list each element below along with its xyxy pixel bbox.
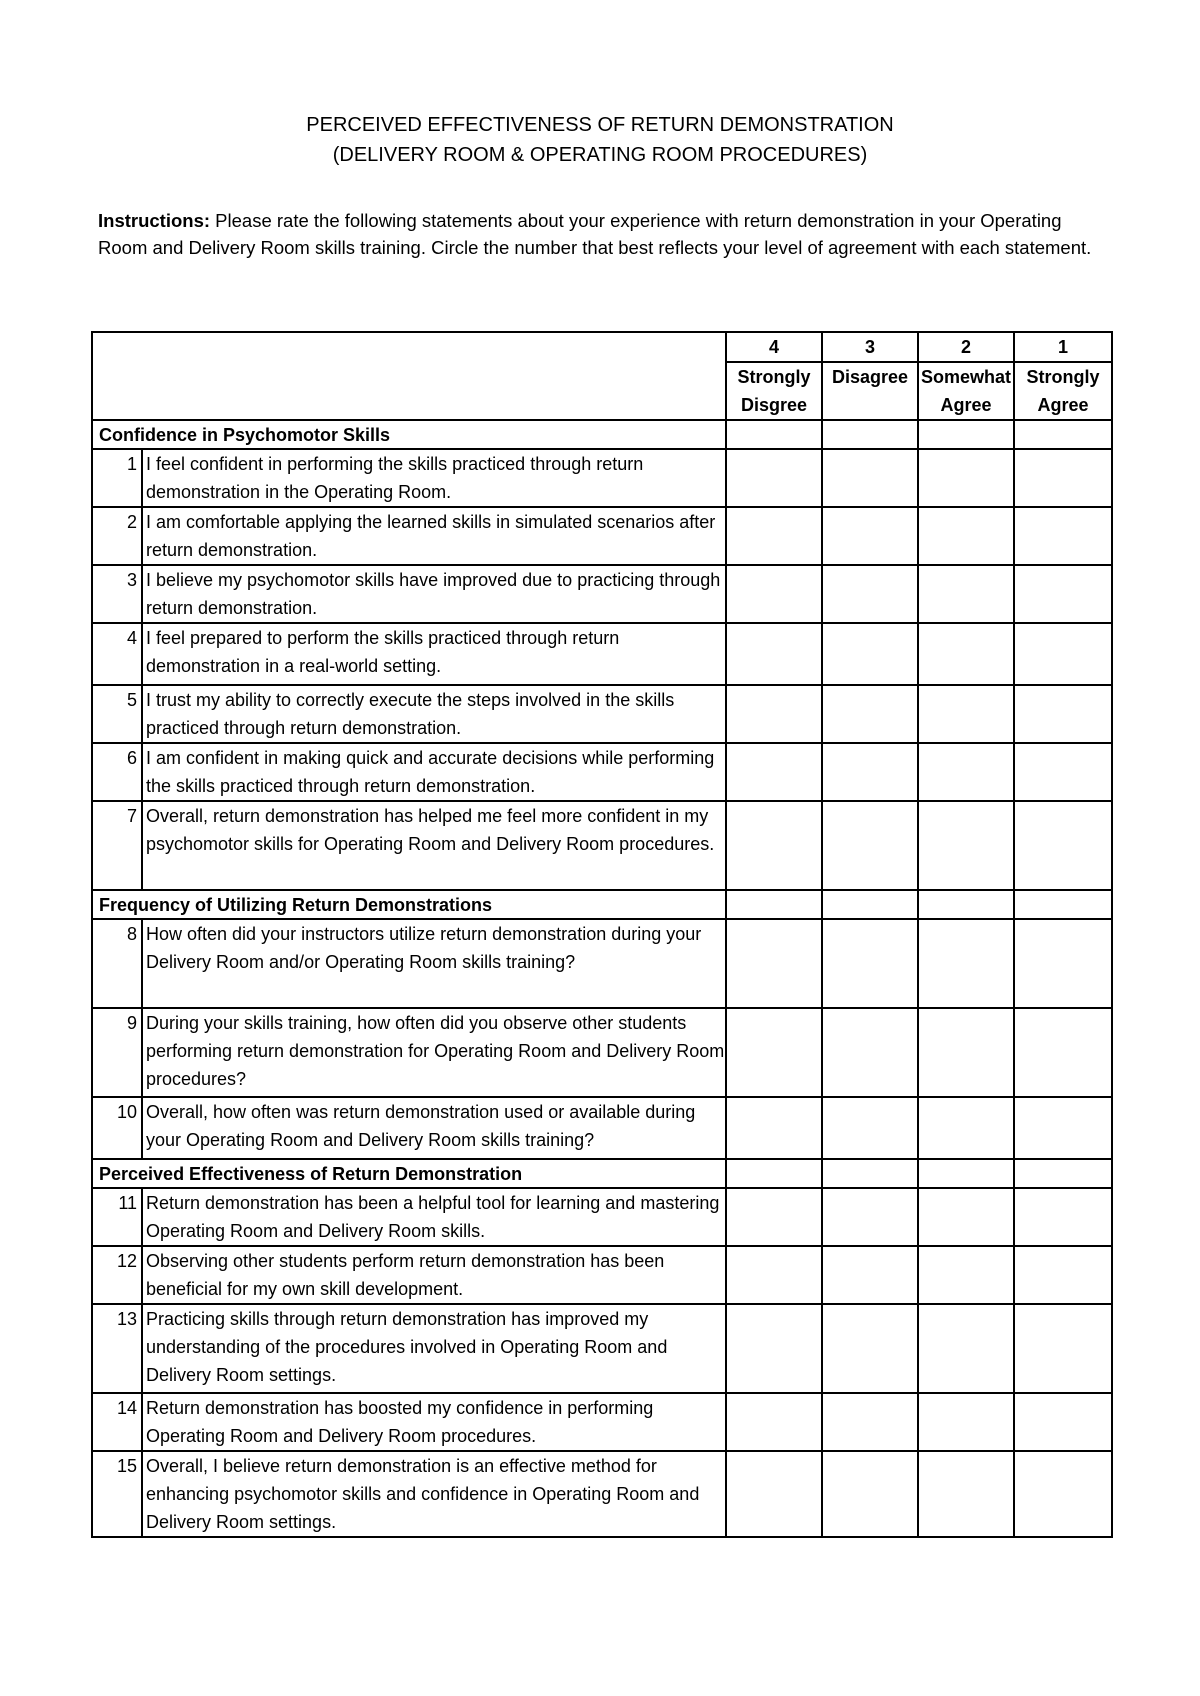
rating-cell-1[interactable] [1014,449,1112,507]
rating-cell-1[interactable] [1014,507,1112,565]
statement-row [92,623,1112,685]
statement-row [92,685,1112,743]
rating-cell-1[interactable] [1014,565,1112,623]
statement-number: 1 [92,449,142,507]
statement-row [92,743,1112,801]
scale-value-3: 3 [822,332,918,362]
statement-number: 5 [92,685,142,743]
rating-cell-3[interactable] [822,1393,918,1451]
document-title-line1: PERCEIVED EFFECTIVENESS OF RETURN DEMONSTRATION [306,114,894,136]
statement-number: 4 [92,623,142,685]
statement-text: I feel confident in performing the skills practiced through return demonstration in the Operating Room. [142,449,726,507]
rating-cell-4[interactable] [726,801,822,890]
section-rating-cell [822,420,918,449]
rating-cell-4[interactable] [726,1008,822,1097]
instructions-text: Please rate the following statements about your experience with return demonstration in your Operating Room and Delivery Room skills training. Circle the number that best reflects your level of agreement with each statement. [98,210,1092,258]
rating-cell-1[interactable] [1014,1393,1112,1451]
rating-cell-2[interactable] [918,1008,1014,1097]
rating-cell-4[interactable] [726,685,822,743]
statement-number: 6 [92,743,142,801]
scale-label-line: Strongly [1026,367,1100,387]
statement-text: How often did your instructors utilize return demonstration during your Delivery Room and/or Operating Room skills training? [142,919,726,1008]
scale-label-somewhat-agree [918,362,1014,420]
rating-cell-4[interactable] [726,507,822,565]
rating-table [91,331,1113,1538]
statement-number: 8 [92,919,142,1008]
section-rating-cell [1014,890,1112,919]
statement-text: Practicing skills through return demonstration has improved my understanding of the procedures involved in Operating Room and Delivery Room settings. [142,1304,726,1393]
rating-cell-2[interactable] [918,1451,1014,1537]
statement-row [92,1304,1112,1393]
rating-cell-3[interactable] [822,801,918,890]
rating-cell-2[interactable] [918,919,1014,1008]
statement-text: I trust my ability to correctly execute the steps involved in the skills practiced through return demonstration. [142,685,726,743]
section-rating-cell [1014,1159,1112,1188]
statement-row [92,1097,1112,1159]
statement-text: Observing other students perform return demonstration has been beneficial for my own skill development. [142,1246,726,1304]
section-rating-cell [1014,420,1112,449]
rating-cell-2[interactable] [918,623,1014,685]
rating-cell-2[interactable] [918,565,1014,623]
statement-row [92,449,1112,507]
rating-cell-4[interactable] [726,1393,822,1451]
rating-cell-2[interactable] [918,449,1014,507]
statement-text: I am comfortable applying the learned skills in simulated scenarios after return demonstration. [142,507,726,565]
statement-text: I believe my psychomotor skills have improved due to practicing through return demonstration. [142,565,726,623]
statement-text: Return demonstration has been a helpful tool for learning and mastering Operating Room and Delivery Room skills. [142,1188,726,1246]
statement-row [92,919,1112,1008]
rating-cell-3[interactable] [822,919,918,1008]
scale-label-line: Agree [940,395,992,415]
statement-text: I am confident in making quick and accurate decisions while performing the skills practiced through return demonstration. [142,743,726,801]
instructions [98,207,1108,261]
rating-cell-1[interactable] [1014,1451,1112,1537]
scale-value-4: 4 [726,332,822,362]
instructions-label: Instructions: [98,210,211,231]
scale-number-row [92,332,1112,362]
statement-row [92,1246,1112,1304]
rating-cell-2[interactable] [918,1393,1014,1451]
statement-row [92,1451,1112,1537]
section-title: Frequency of Utilizing Return Demonstrations [92,890,726,919]
statement-text: Overall, I believe return demonstration is an effective method for enhancing psychomotor skills and confidence in Operating Room and Delivery Room settings. [142,1451,726,1537]
statement-row [92,507,1112,565]
scale-value-1: 1 [1014,332,1112,362]
statement-number: 3 [92,565,142,623]
rating-cell-4[interactable] [726,623,822,685]
rating-cell-1[interactable] [1014,743,1112,801]
rating-cell-3[interactable] [822,1097,918,1159]
rating-cell-1[interactable] [1014,1246,1112,1304]
statement-number: 13 [92,1304,142,1393]
section-rating-cell [726,420,822,449]
rating-cell-4[interactable] [726,743,822,801]
rating-cell-4[interactable] [726,1304,822,1393]
section-title: Confidence in Psychomotor Skills [92,420,726,449]
section-header-row [92,1159,1112,1188]
scale-label-strongly-agree [1014,362,1112,420]
rating-cell-2[interactable] [918,685,1014,743]
rating-cell-3[interactable] [822,1188,918,1246]
section-rating-cell [726,1159,822,1188]
statement-row [92,801,1112,890]
rating-cell-4[interactable] [726,1097,822,1159]
statement-number: 10 [92,1097,142,1159]
statement-row [92,1393,1112,1451]
scale-label-strongly-disagree [726,362,822,420]
statement-text: Overall, how often was return demonstration used or available during your Operating Room and Delivery Room skills training? [142,1097,726,1159]
statement-number: 9 [92,1008,142,1097]
rating-cell-3[interactable] [822,1008,918,1097]
section-rating-cell [822,890,918,919]
rating-cell-3[interactable] [822,565,918,623]
rating-cell-1[interactable] [1014,919,1112,1008]
statement-number: 12 [92,1246,142,1304]
rating-cell-2[interactable] [918,1246,1014,1304]
scale-label-line: Disgree [740,395,808,415]
rating-cell-4[interactable] [726,1451,822,1537]
rating-cell-4[interactable] [726,919,822,1008]
statement-number: 11 [92,1188,142,1246]
header-blank-cell [92,332,726,420]
rating-cell-1[interactable] [1014,685,1112,743]
rating-cell-3[interactable] [822,1246,918,1304]
scale-label-line: Agree [1037,395,1089,415]
section-title: Perceived Effectiveness of Return Demonstration [92,1159,726,1188]
section-rating-cell [918,1159,1014,1188]
section-header-row [92,890,1112,919]
rating-cell-4[interactable] [726,565,822,623]
rating-cell-3[interactable] [822,623,918,685]
statement-number: 14 [92,1393,142,1451]
rating-cell-2[interactable] [918,1188,1014,1246]
section-rating-cell [918,890,1014,919]
rating-cell-2[interactable] [918,1097,1014,1159]
statement-number: 7 [92,801,142,890]
rating-cell-3[interactable] [822,507,918,565]
document-title-line2: (DELIVERY ROOM & OPERATING ROOM PROCEDURES) [332,144,868,166]
rating-cell-4[interactable] [726,1188,822,1246]
scale-value-2: 2 [918,332,1014,362]
rating-cell-2[interactable] [918,507,1014,565]
rating-cell-1[interactable] [1014,1008,1112,1097]
statement-number: 15 [92,1451,142,1537]
rating-cell-1[interactable] [1014,1188,1112,1246]
statement-row [92,565,1112,623]
section-rating-cell [822,1159,918,1188]
section-header-row [92,420,1112,449]
rating-cell-3[interactable] [822,743,918,801]
rating-cell-3[interactable] [822,449,918,507]
rating-cell-3[interactable] [822,1304,918,1393]
rating-cell-1[interactable] [1014,1097,1112,1159]
rating-cell-2[interactable] [918,801,1014,890]
scale-label-line: Disagree [831,367,909,387]
statement-row [92,1008,1112,1097]
scale-label-line: Somewhat [920,367,1012,387]
rating-cell-2[interactable] [918,743,1014,801]
rating-cell-4[interactable] [726,1246,822,1304]
statement-text: Overall, return demonstration has helped me feel more confident in my psychomotor skills for Operating Room and Delivery Room procedures. [142,801,726,890]
statement-text: During your skills training, how often did you observe other students performing return demonstration for Operating Room and Delivery Room procedures? [142,1008,726,1097]
rating-cell-3[interactable] [822,685,918,743]
rating-cell-1[interactable] [1014,1304,1112,1393]
rating-cell-1[interactable] [1014,623,1112,685]
scale-label-line: Strongly [737,367,811,387]
section-rating-cell [918,420,1014,449]
rating-cell-1[interactable] [1014,801,1112,890]
statement-row [92,1188,1112,1246]
statement-text: Return demonstration has boosted my confidence in performing Operating Room and Delivery Room procedures. [142,1393,726,1451]
statement-number: 2 [92,507,142,565]
scale-label-disagree [822,362,918,420]
section-rating-cell [726,890,822,919]
rating-cell-2[interactable] [918,1304,1014,1393]
rating-cell-3[interactable] [822,1451,918,1537]
rating-cell-4[interactable] [726,449,822,507]
statement-text: I feel prepared to perform the skills practiced through return demonstration in a real-world setting. [142,623,726,685]
